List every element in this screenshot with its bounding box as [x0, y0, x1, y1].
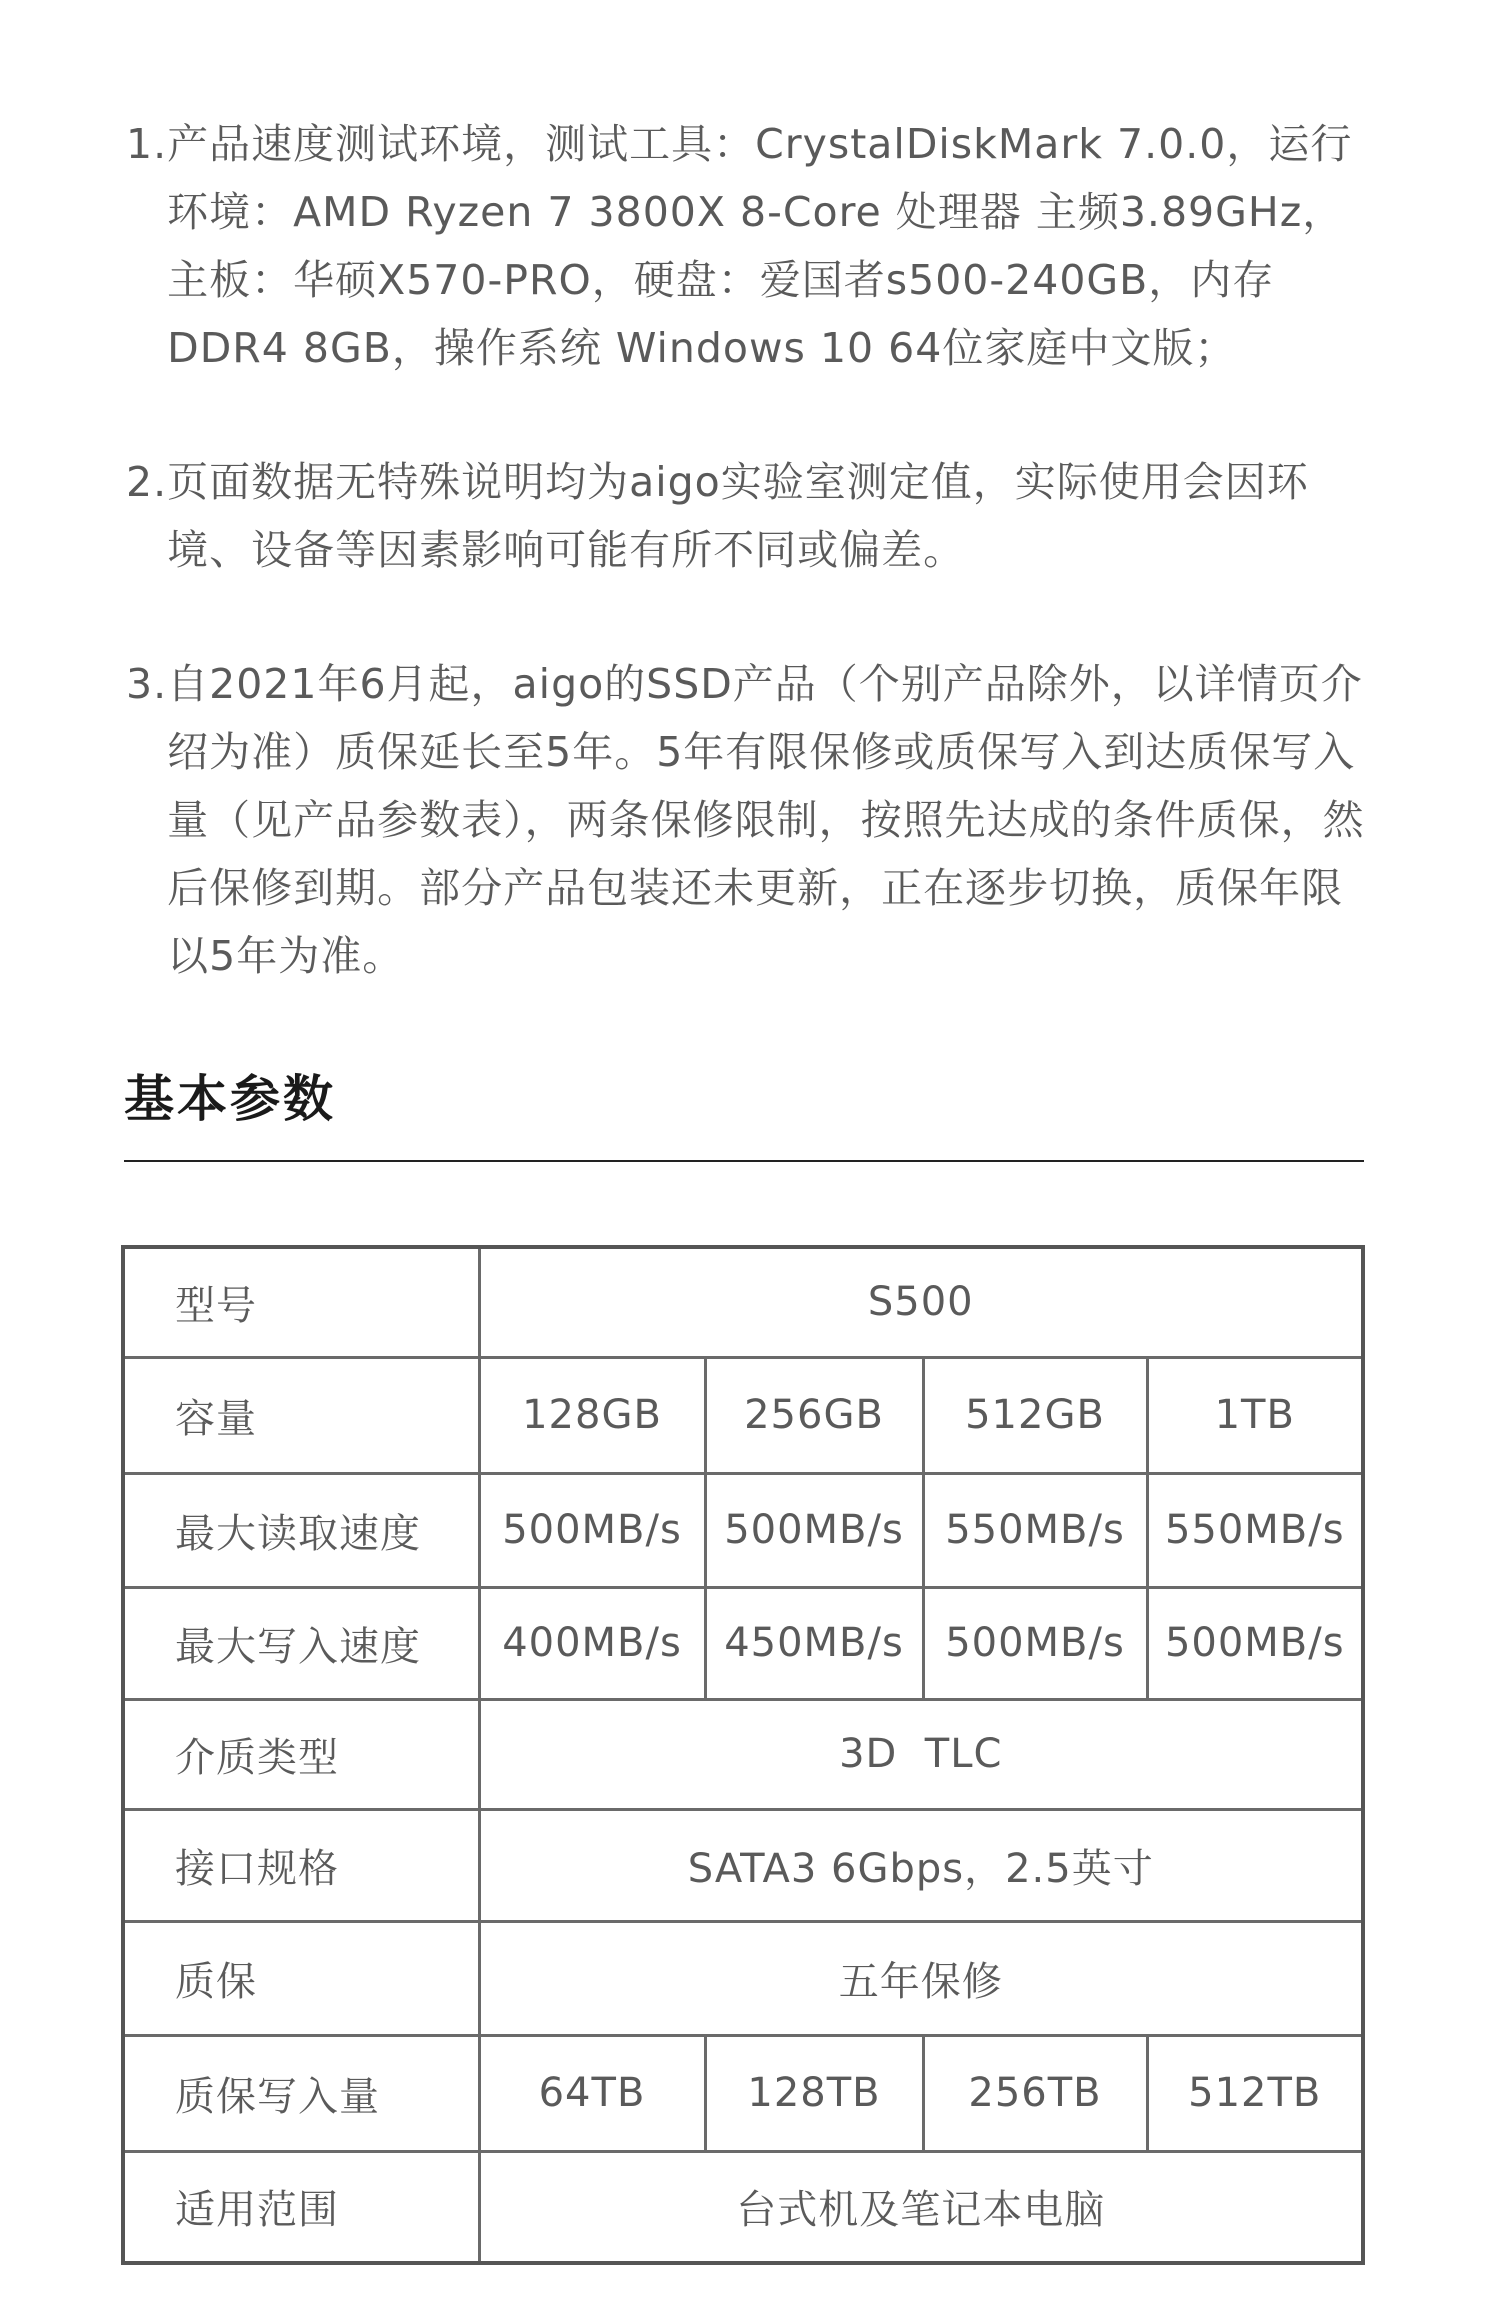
note-text: 自2021年6月起，aigo的SSD产品（个别产品除外，以详情页介绍为准）质保延长至5年。5年有限保修或质保写入到达质保写入量（见产品参数表），两条保修限制，按照先达成的条件质保，然后保修到期。部分产品包装还未更新，正在逐步切换，质保年限以5年为准。 [167, 660, 1365, 980]
note-item [126, 110, 1366, 382]
notes-list [126, 110, 1366, 990]
warranty-value: 五年保修 [479, 1921, 1363, 2035]
write-speed-cell: 400MB/s [479, 1587, 705, 1699]
table-row-tbw [123, 2035, 1363, 2151]
table-row-warranty [123, 1921, 1363, 2035]
media-value: 3D TLC [479, 1699, 1363, 1809]
tbw-cell: 512TB [1147, 2035, 1363, 2151]
note-number: 2. [126, 458, 168, 506]
table-row-media [123, 1699, 1363, 1809]
read-speed-cell: 550MB/s [1147, 1473, 1363, 1587]
table-row-usage [123, 2151, 1363, 2263]
note-text: 产品速度测试环境，测试工具：CrystalDiskMark 7.0.0，运行环境：AMD Ryzen 7 3800X 8-Core 处理器 主频3.89GHz，主板：华硕X570-PRO，硬盘：爱国者s500-240GB，内存DDR4 8GB，操作系统 Windows 10 64位家庭中文版； [167, 120, 1353, 372]
row-label: 适用范围 [123, 2151, 479, 2263]
interface-value: SATA3 6Gbps，2.5英寸 [479, 1809, 1363, 1921]
note-item [126, 448, 1366, 584]
write-speed-cell: 500MB/s [923, 1587, 1147, 1699]
note-number: 1. [126, 120, 168, 168]
note-number: 3. [126, 660, 168, 708]
row-label: 质保 [123, 1921, 479, 2035]
tbw-cell: 128TB [705, 2035, 923, 2151]
table-row-model [123, 1247, 1363, 1357]
section-divider [124, 1160, 1364, 1162]
note-item [126, 650, 1366, 990]
row-label: 接口规格 [123, 1809, 479, 1921]
spec-table [121, 1245, 1365, 2265]
capacity-cell: 512GB [923, 1357, 1147, 1473]
capacity-cell: 256GB [705, 1357, 923, 1473]
write-speed-cell: 450MB/s [705, 1587, 923, 1699]
row-label: 容量 [123, 1357, 479, 1473]
tbw-cell: 256TB [923, 2035, 1147, 2151]
row-label: 质保写入量 [123, 2035, 479, 2151]
model-value: S500 [479, 1247, 1363, 1357]
row-label: 最大写入速度 [123, 1587, 479, 1699]
tbw-cell: 64TB [479, 2035, 705, 2151]
row-label: 介质类型 [123, 1699, 479, 1809]
section-title: 基本参数 [124, 1070, 336, 1128]
capacity-cell: 1TB [1147, 1357, 1363, 1473]
capacity-cell: 128GB [479, 1357, 705, 1473]
read-speed-cell: 500MB/s [705, 1473, 923, 1587]
row-label: 最大读取速度 [123, 1473, 479, 1587]
note-text: 页面数据无特殊说明均为aigo实验室测定值，实际使用会因环境、设备等因素影响可能有所不同或偏差。 [167, 458, 1309, 574]
table-row-interface [123, 1809, 1363, 1921]
table-row-max-read [123, 1473, 1363, 1587]
read-speed-cell: 550MB/s [923, 1473, 1147, 1587]
write-speed-cell: 500MB/s [1147, 1587, 1363, 1699]
table-row-max-write [123, 1587, 1363, 1699]
row-label: 型号 [123, 1247, 479, 1357]
read-speed-cell: 500MB/s [479, 1473, 705, 1587]
table-row-capacity [123, 1357, 1363, 1473]
usage-value: 台式机及笔记本电脑 [479, 2151, 1363, 2263]
